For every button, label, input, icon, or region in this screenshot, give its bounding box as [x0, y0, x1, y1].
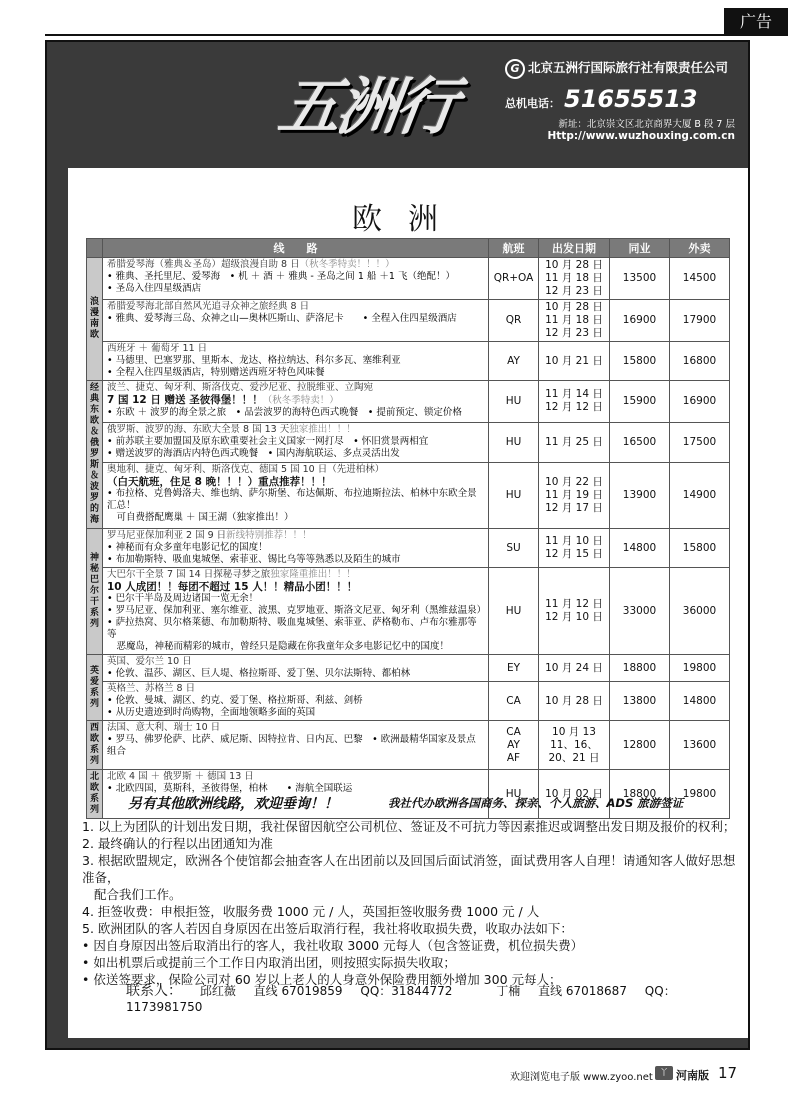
table-row: [87, 342, 730, 381]
route-note: 独家推出！！！: [289, 423, 356, 435]
note-item: • 依送签要求，保险公司对 60 岁以上老人的人身意外保险费用额外增加 300 元每人；: [82, 972, 562, 987]
date-cell: 10 月 21 日: [539, 342, 610, 381]
route-detail: • 罗马、佛罗伦萨、比萨、威尼斯、因特拉肯、日内瓦、巴黎 • 欧洲最精华国家及景点组合: [107, 734, 476, 757]
retail-price-cell: 17900: [670, 300, 730, 342]
route-name: [107, 771, 484, 783]
route-title: 法国、意大利、瑞士 10 日: [107, 722, 221, 733]
category-cell: 西欧系列: [87, 721, 103, 770]
header-retail: 外卖: [670, 239, 730, 258]
retail-price-cell: 14500: [670, 258, 730, 300]
route-detail: • 雅典、圣托里尼、爱琴海 • 机 ＋ 酒 ＋ 雅典 - 圣岛之间 1 船 ＋1 飞（绝配！）: [107, 271, 455, 282]
table-row: [87, 258, 730, 300]
flight-cell: HU: [489, 568, 539, 655]
route-note: （秋冬季特卖！！！）: [299, 259, 395, 270]
route-title: 北欧 4 国 ＋ 俄罗斯 ＋ 德国 13 日: [107, 771, 254, 782]
header-cat: [87, 239, 103, 258]
flight-cell: AY: [489, 342, 539, 381]
category-cell: 英爱系列: [87, 655, 103, 721]
route-cell: [103, 655, 489, 682]
route-detail: • 伦敦、曼城、湖区、约克、爱丁堡、格拉斯哥、利兹、剑桥: [107, 695, 363, 706]
table-row: [87, 721, 730, 770]
phone-number: 51655513: [564, 84, 698, 113]
flight-cell: HU: [489, 422, 539, 463]
table-header: [87, 239, 730, 258]
retail-price-cell: 15800: [670, 529, 730, 568]
route-note: （秋冬季特卖！）: [262, 395, 339, 406]
website[interactable]: Http://www.wuzhouxing.com.cn: [547, 129, 735, 142]
note-item: 4. 拒签收费：申根拒签，收服务费 1000 元 / 人，英国拒签收服务费 1000 元 / 人: [82, 904, 540, 919]
route-title: 希腊爱琴海（雅典＆圣岛）超级浪漫自助 8 日: [107, 259, 300, 270]
peer-price-cell: 33000: [610, 568, 670, 655]
category-cell: 北欧系列: [87, 770, 103, 819]
flight-cell: QR: [489, 300, 539, 342]
retail-price-cell: 19800: [670, 770, 730, 819]
logo-text: 五洲行: [274, 70, 459, 143]
terms-list: [82, 818, 742, 988]
flight-cell: SU: [489, 529, 539, 568]
table-row: [87, 463, 730, 529]
header-flight: 航班: [489, 239, 539, 258]
contact-label: 联系人：: [126, 983, 182, 999]
peer-price-cell: 15800: [610, 342, 670, 381]
table-row: [87, 529, 730, 568]
contact-qq: QQ：1173981750: [126, 984, 676, 1014]
route-title: 波兰、捷克、匈牙利、斯洛伐克、爱沙尼亚、拉脱维亚、立陶宛: [107, 382, 374, 393]
route-detail: • 前苏联主要加盟国及原东欧重要社会主义国家一网打尽 • 怀旧赏景两相宜: [107, 435, 429, 447]
route-note: 新线特别推荐！！！: [226, 530, 312, 541]
date-cell: 10 月 28 日 11 月 18 日 12 月 23 日: [539, 258, 610, 300]
route-title: 英国、爱尔兰 10 日: [107, 656, 192, 667]
contact-line: [126, 980, 748, 1014]
route-table: [86, 238, 730, 819]
content-panel: [68, 168, 748, 1038]
table-row: [87, 300, 730, 342]
peer-price-cell: 16500: [610, 422, 670, 463]
category-cell: 神秘巴尔干系列: [87, 529, 103, 655]
route-detail: 恶魔岛，神秘而精彩的城市，曾经只是隐藏在你我童年众多电影记忆中的国度！: [107, 641, 450, 652]
route-highlight: [107, 476, 484, 488]
route-name: [107, 722, 484, 734]
flight-cell: EY: [489, 655, 539, 682]
route-detail: • 从历史遗迹到时尚购物，全面地领略多面的英国: [107, 707, 316, 718]
route-detail: • 赠送波罗的海酒店内特色西式晚餐 • 国内海航联运、多点灵活出发: [107, 447, 400, 459]
peer-price-cell: 13900: [610, 463, 670, 529]
route-cell: [103, 721, 489, 770]
route-name: [107, 259, 484, 271]
logo: [274, 52, 500, 152]
route-name: [107, 301, 484, 313]
header-peer: 同业: [610, 239, 670, 258]
ad-tag: 广告: [724, 8, 788, 36]
date-cell: 10 月 13 11、16、 20、21 日: [539, 721, 610, 770]
route-name: [107, 382, 484, 394]
route-title: 大巴尔干全景 7 国 14 日探秘寻梦之旅: [107, 569, 271, 580]
tagline: 另有其他欧洲线路，欢迎垂询！！: [128, 796, 338, 812]
route-detail: 可自费搭配鹰巢 ＋ 国王湖（独家推出！）: [107, 512, 294, 524]
route-highlight: [107, 581, 484, 593]
retail-price-cell: 16800: [670, 342, 730, 381]
route-highlight: [107, 394, 484, 407]
route-cell: [103, 300, 489, 342]
flight-cell: QR+OA: [489, 258, 539, 300]
route-detail: • 巴尔干半岛及周边诸国一览无余！: [107, 593, 259, 604]
edition-label: 河南版: [676, 1069, 709, 1082]
route-name: [107, 343, 484, 355]
route-detail: • 北欧四国，莫斯科，圣彼得堡，柏林 • 海航全国联运: [107, 783, 353, 794]
date-cell: 10 月 22 日 11 月 19 日 12 月 17 日: [539, 463, 610, 529]
route-name: [107, 464, 484, 476]
table-row: [87, 682, 730, 721]
company-logo-icon: G: [505, 59, 525, 79]
note-item: • 如出机票后或提前三个工作日内取消出团，则按照实际损失收取；: [82, 955, 456, 970]
footer-welcome[interactable]: 欢迎浏览电子版 www.zyoo.net: [510, 1072, 653, 1083]
note-item: 3. 根据欧盟规定，欧洲各个使馆都会抽查客人在出团前以及回国后面试消签，面试费用客人自理！请通知客人做好思想准备，: [82, 853, 736, 885]
phone-line: 总机电话： 51655513: [505, 84, 698, 113]
date-cell: 11 月 10 日 12 月 15 日: [539, 529, 610, 568]
route-detail: • 布拉格、克鲁姆洛夫、维也纳、萨尔斯堡、布达佩斯、布拉迪斯拉法、柏林中东欧全景汇总！: [107, 488, 477, 512]
route-title: 西班牙 ＋ 葡萄牙 11 日: [107, 343, 208, 354]
route-title: 希腊爱琴海北部自然风光追寻众神之旅经典 8 日: [107, 301, 310, 312]
route-cell: [103, 568, 489, 655]
route-title: 俄罗斯、波罗的海、东欧大全景 8 国 13 天: [107, 423, 290, 435]
route-detail: • 伦敦、温莎、湖区、巨人堤、格拉斯哥、爱丁堡、贝尔法斯特、都柏林: [107, 668, 411, 679]
flight-cell: HU: [489, 381, 539, 423]
header-route: 线 路: [103, 239, 489, 258]
table-row: [87, 381, 730, 423]
retail-price-cell: 13600: [670, 721, 730, 770]
route-detail: • 神秘而有众多童年电影记忆的国度！: [107, 542, 268, 553]
peer-price-cell: 14800: [610, 529, 670, 568]
route-name: [107, 656, 484, 668]
peer-price-cell: 13800: [610, 682, 670, 721]
peer-price-cell: 18800: [610, 770, 670, 819]
company-info: [505, 58, 745, 142]
contact-phone: 直线 67018687: [538, 984, 627, 998]
contact-phone: 直线 67019859: [253, 984, 343, 998]
route-cell: [103, 529, 489, 568]
date-cell: 11 月 12 日 12 月 10 日: [539, 568, 610, 655]
peer-price-cell: 12800: [610, 721, 670, 770]
table-row: [87, 655, 730, 682]
flight-cell: HU: [489, 463, 539, 529]
category-cell: 经典东欧＆俄罗斯＆波罗的海: [87, 381, 103, 529]
route-cell: [103, 258, 489, 300]
page-footer: [0, 1064, 800, 1084]
table-row: [87, 422, 730, 463]
retail-price-cell: 36000: [670, 568, 730, 655]
highlight-text: （白天航班，住足 8 晚！！！）重点推荐！！！: [107, 476, 332, 489]
retail-price-cell: 19800: [670, 655, 730, 682]
retail-price-cell: 14900: [670, 463, 730, 529]
address: 新址：北京崇文区北京商界大厦 B 段 7 层: [558, 118, 735, 130]
date-cell: 11 月 14 日 12 月 12 日: [539, 381, 610, 423]
peer-price-cell: 18800: [610, 655, 670, 682]
date-cell: 10 月 28 日: [539, 682, 610, 721]
peer-price-cell: 16900: [610, 300, 670, 342]
company-name: G 北京五洲行国际旅行社有限责任公司: [505, 58, 745, 79]
route-note: 独家隆重推出！！！: [270, 569, 356, 580]
route-detail: • 萨拉热窝、贝尔格莱德、布加勒斯特、吸血鬼城堡、索菲亚、萨格勒布、卢布尔雅那等等: [107, 617, 477, 640]
date-cell: 10 月 24 日: [539, 655, 610, 682]
route-name: [107, 683, 484, 695]
route-cell: [103, 381, 489, 423]
category-cell: 浪漫南欧: [87, 258, 103, 381]
flight-cell: HU: [489, 770, 539, 819]
peer-price-cell: 13500: [610, 258, 670, 300]
page-title: 欧洲: [352, 202, 464, 237]
contact-qq: QQ：31844772: [360, 984, 453, 998]
highlight-text: 7 国 12 日 赠送 圣彼得堡！！！: [107, 394, 263, 406]
route-cell: [103, 422, 489, 463]
route-cell: [103, 463, 489, 529]
header-rule: [45, 34, 788, 36]
retail-price-cell: 17500: [670, 422, 730, 463]
publisher-logo-icon: 丫: [655, 1066, 673, 1080]
peer-price-cell: 15900: [610, 381, 670, 423]
retail-price-cell: 16900: [670, 381, 730, 423]
route-detail: • 全程入住四星级酒店，特别赠送西班牙特色风味餐: [107, 367, 325, 378]
route-detail: • 东欧 ＋ 波罗的海全景之旅 • 品尝波罗的海特色西式晚餐 • 提前预定、锁定价格: [107, 407, 462, 418]
route-name: [107, 569, 484, 581]
visa-tagline: 我社代办欧洲各国商务、探亲、个人旅游、ADS 旅游签证: [388, 796, 684, 810]
highlight-text: 10 人成团！！每团不超过 15 人！！精品小团！！！: [107, 581, 358, 593]
route-name: [107, 530, 484, 542]
date-cell: 10 月 28 日 11 月 18 日 12 月 23 日: [539, 300, 610, 342]
retail-price-cell: 14800: [670, 682, 730, 721]
note-item: 5. 欧洲团队的客人若因自身原因在出签后取消行程，我社将收取损失费，收取办法如下：: [82, 921, 573, 936]
note-item: 1. 以上为团队的计划出发日期，我社保留因航空公司机位、签证及不可抗力等因素推迟或调整出发日期及报价的权利；: [82, 819, 736, 834]
route-cell: [103, 682, 489, 721]
header-date: 出发日期: [539, 239, 610, 258]
route-detail: • 圣岛入住四星级酒店: [107, 283, 202, 294]
route-cell: [103, 342, 489, 381]
flight-cell: CA AY AF: [489, 721, 539, 770]
contact-name: 邱红薇: [199, 984, 236, 998]
page-number: 17: [718, 1064, 738, 1082]
date-cell: 11 月 25 日: [539, 422, 610, 463]
route-detail: • 罗马尼亚、保加利亚、塞尔维亚、波黑、克罗地亚、斯洛文尼亚、匈牙利（黑维兹温泉）: [107, 605, 487, 616]
contact-name: 丁楠: [496, 984, 521, 998]
note-item: 2. 最终确认的行程以出团通知为准: [82, 836, 273, 851]
date-cell: 10 月 02 日: [539, 770, 610, 819]
note-item: 配合我们工作。: [94, 887, 182, 902]
route-name: [107, 424, 484, 436]
flight-cell: CA: [489, 682, 539, 721]
note-item: • 因自身原因出签后取消出行的客人，我社收取 3000 元每人（包含签证费，机位损失费）: [82, 938, 584, 953]
route-detail: • 雅典、爱琴海三岛、众神之山—奥林匹斯山、萨洛尼卡 • 全程入住四星级酒店: [107, 313, 457, 324]
route-title: 罗马尼亚保加利亚 2 国 9 日: [107, 530, 227, 541]
route-title: 奥地利、捷克、匈牙利、斯洛伐克、德国 5 国 10 日（先进柏林）: [107, 464, 385, 476]
route-detail: • 布加勒斯特、吸血鬼城堡、索菲亚、锡比乌等等熟悉以及陌生的城市: [107, 554, 401, 565]
table-row: [87, 568, 730, 655]
route-title: 英格兰、苏格兰 8 日: [107, 683, 196, 694]
route-detail: • 马德里、巴塞罗那、里斯本、龙达、格拉纳达、科尔多瓦、塞维利亚: [107, 355, 401, 366]
